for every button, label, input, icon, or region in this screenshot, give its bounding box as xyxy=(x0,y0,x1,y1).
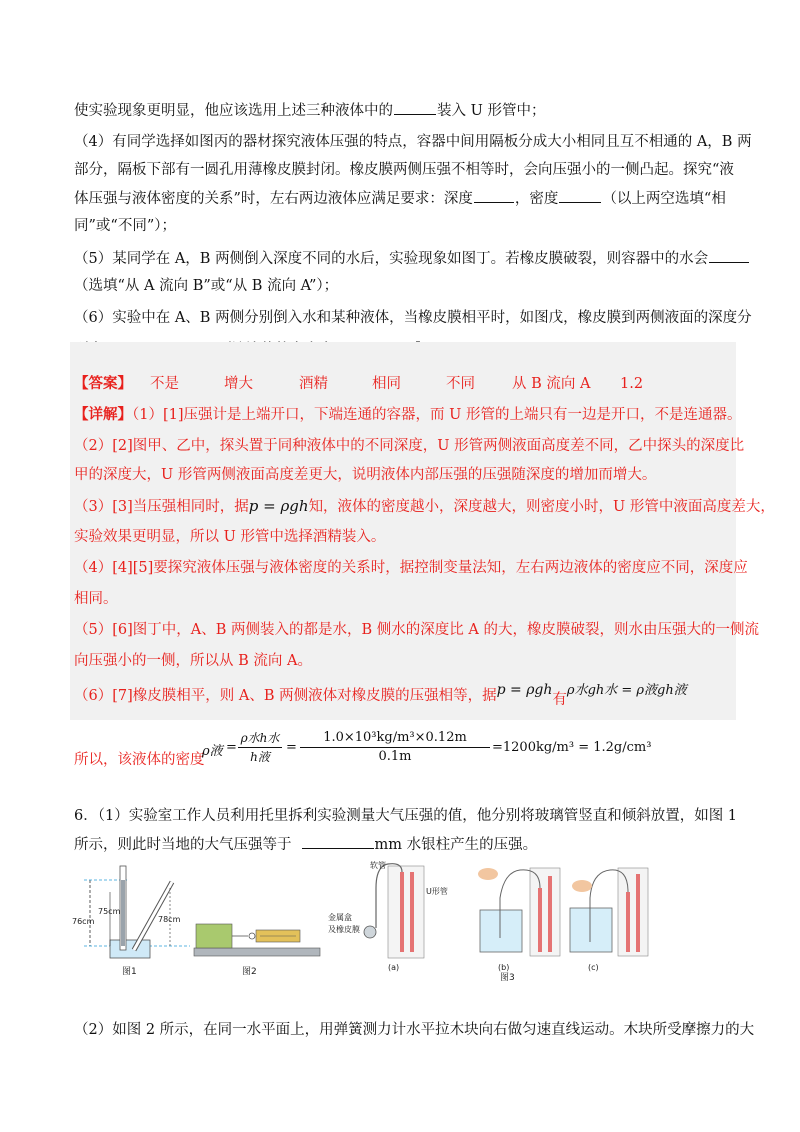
label-c: (c) xyxy=(588,963,599,972)
detail-line-7: 相同。 xyxy=(74,591,118,607)
figure-3a-manometer xyxy=(328,860,448,972)
detail-text: （3）[3]当压强相同时，据 xyxy=(74,499,249,515)
fraction-bar xyxy=(300,747,490,748)
figure-2-caption: 图2 xyxy=(242,967,257,977)
equals-sign: = xyxy=(286,740,297,755)
fraction-1-denominator: h液 xyxy=(250,750,270,764)
figure-1-torricelli xyxy=(72,866,190,977)
answer-item: 不是 xyxy=(150,376,179,392)
q5-text: （5）某同学在 A，B 两侧倒入深度不同的水后，实验现象如图丁。若橡皮膜破裂，则容器中的水会 xyxy=(74,251,709,267)
text-line-q4-1: （4）有同学选择如图丙的器材探究液体压强的特点，容器中间用隔板分成大小相同且互不相通的 A，B 两 xyxy=(74,134,752,150)
figure-1-caption: 图1 xyxy=(122,967,137,977)
detail-line-3: 甲的深度大，U 形管两侧液面高度差更大，说明液体内部压强的压强随深度的增加而增大。 xyxy=(74,467,657,483)
q4-text-b: ，密度 xyxy=(514,191,559,207)
answer-blank[interactable] xyxy=(302,834,374,849)
answer-blank[interactable] xyxy=(709,248,749,263)
label-soft-tube: 软管 xyxy=(370,861,386,870)
text-line-q6-1: （6）实验中在 A、B 两侧分别倒入水和某种液体，当橡皮膜相平时，如图戊，橡皮膜到两侧液面的深度分 xyxy=(74,310,752,326)
detail-line-2: （2）[2]图甲、乙中，探头置于同种液体中的不同深度，U 形管两侧液面高度差不同，乙中探头的深度比 xyxy=(74,438,745,454)
detail-line-4 xyxy=(74,496,775,517)
figure-2-friction xyxy=(194,924,320,977)
label-u-tube: U形管 xyxy=(426,887,448,896)
answer-item: 增大 xyxy=(224,376,253,392)
answer-line xyxy=(74,374,734,394)
text-line-q4-4: 同”或“不同”）； xyxy=(74,218,176,234)
detail-line-1 xyxy=(74,405,742,425)
q6-text: 所示，则此时当地的大气压强等于 xyxy=(74,837,292,853)
label-78cm: 78cm xyxy=(158,915,181,924)
fraction-2 xyxy=(300,730,490,765)
text-line-q6-new-1: 6．（1）实验室工作人员利用托里拆利实验测量大气压强的值，他分别将玻璃管竖直和倾斜放置，如图 1 xyxy=(74,808,738,824)
label-metal-box: 金属盒 xyxy=(328,913,352,922)
figure-3b-beaker xyxy=(478,868,560,982)
formula-result: =1200kg/m³ = 1.2g/cm³ xyxy=(492,740,652,755)
fraction-1-numerator: ρ水h水 xyxy=(240,731,280,745)
label-b: (b) xyxy=(498,963,510,972)
formula-equality: ρ水gh水 = ρ液gh液 xyxy=(566,683,687,698)
detail-line-5: 实验效果更明显，所以 U 形管中选择酒精装入。 xyxy=(74,529,386,545)
intro-text: 使实验现象更明显，他应该选用上述三种液体中的 xyxy=(74,103,393,119)
intro-text-end: 装入 U 形管中； xyxy=(437,103,546,119)
label-rubber-film: 及橡皮膜 xyxy=(328,925,360,934)
density-formula xyxy=(74,730,652,780)
text-line-q5-1 xyxy=(74,248,734,269)
label-75cm: 75cm xyxy=(98,907,121,916)
figure-3-caption: 图3 xyxy=(500,973,515,982)
q6-text-end: mm 水银柱产生的压强。 xyxy=(374,837,538,853)
text-line-q6-new-3: （2）如图 2 所示，在同一水平面上，用弹簧测力计水平拉木块向右做匀速直线运动。木块所受摩擦力的大 xyxy=(74,1022,755,1038)
answer-blank[interactable] xyxy=(559,188,601,203)
fraction-1 xyxy=(238,730,282,765)
label-76cm: 76cm xyxy=(72,917,95,926)
fraction-bar xyxy=(238,747,282,748)
detail-text: （1）[1]压强计是上端开口，下端连通的容器，而 U 形管的上端只有一边是开口，不是连通器。 xyxy=(132,407,742,423)
text-line-q6-new-2 xyxy=(74,834,734,855)
formula-rho-liquid: ρ液 xyxy=(202,744,223,759)
q4-text-a: 体压强与液体密度的关系”时，左右两边液体应满足要求：深度 xyxy=(74,191,473,207)
detail-line-9: 向压强小的一侧，所以从 B 流向 A。 xyxy=(74,653,312,669)
formula-prefix: 所以，该液体的密度 xyxy=(74,752,205,768)
formula-pressure: p = ρgh xyxy=(496,682,553,698)
equals-sign: = xyxy=(226,740,237,755)
text-line-q4-3 xyxy=(74,188,734,209)
detail-text: 有 xyxy=(552,692,567,708)
detail-text: （6）[7]橡皮膜相平，则 A、B 两侧液体对橡皮膜的压强相等，据 xyxy=(74,688,497,704)
fraction-2-denominator: 0.1m xyxy=(378,749,412,764)
text-line-intro xyxy=(74,100,734,121)
answer-label: 【答案】 xyxy=(74,375,132,392)
detail-line-6: （4）[4][5]要探究液体压强与液体密度的关系时，据控制变量法知，左右两边液体的密度应不同，深度应 xyxy=(74,560,748,576)
answer-item: 酒精 xyxy=(299,376,328,392)
text-line-q5-2: （选填“从 A 流向 B”或“从 B 流向 A”）； xyxy=(74,278,339,294)
label-a: (a) xyxy=(388,963,400,972)
detail-text: 知，液体的密度越小，深度越大，则密度小时，U 形管中液面高度差大， xyxy=(308,499,775,515)
q4-text-c: （以上两空选填“相 xyxy=(602,191,726,207)
answer-item: 相同 xyxy=(372,376,401,392)
answer-item: 1.2 xyxy=(620,376,644,392)
answer-blank[interactable] xyxy=(394,100,436,115)
detail-label: 【详解】 xyxy=(74,406,132,423)
fraction-2-numerator: 1.0×10³kg/m³×0.12m xyxy=(323,730,467,745)
text-line-q4-2: 部分，隔板下部有一圆孔用薄橡皮膜封闭。橡皮膜两侧压强不相等时，会向压强小的一侧凸起。探究“液 xyxy=(74,162,734,178)
answer-blank[interactable] xyxy=(474,188,514,203)
detail-line-10 xyxy=(74,682,734,708)
figures-strip xyxy=(70,858,730,982)
formula-pressure: p = ρgh xyxy=(248,497,309,515)
figure-3c-beaker xyxy=(570,868,648,972)
answer-item: 从 B 流向 A xyxy=(512,376,591,392)
answer-item: 不同 xyxy=(446,376,475,392)
detail-line-8: （5）[6]图丁中，A、B 两侧装入的都是水，B 侧水的深度比 A 的大，橡皮膜破裂，则水由压强大的一侧流 xyxy=(74,622,759,638)
